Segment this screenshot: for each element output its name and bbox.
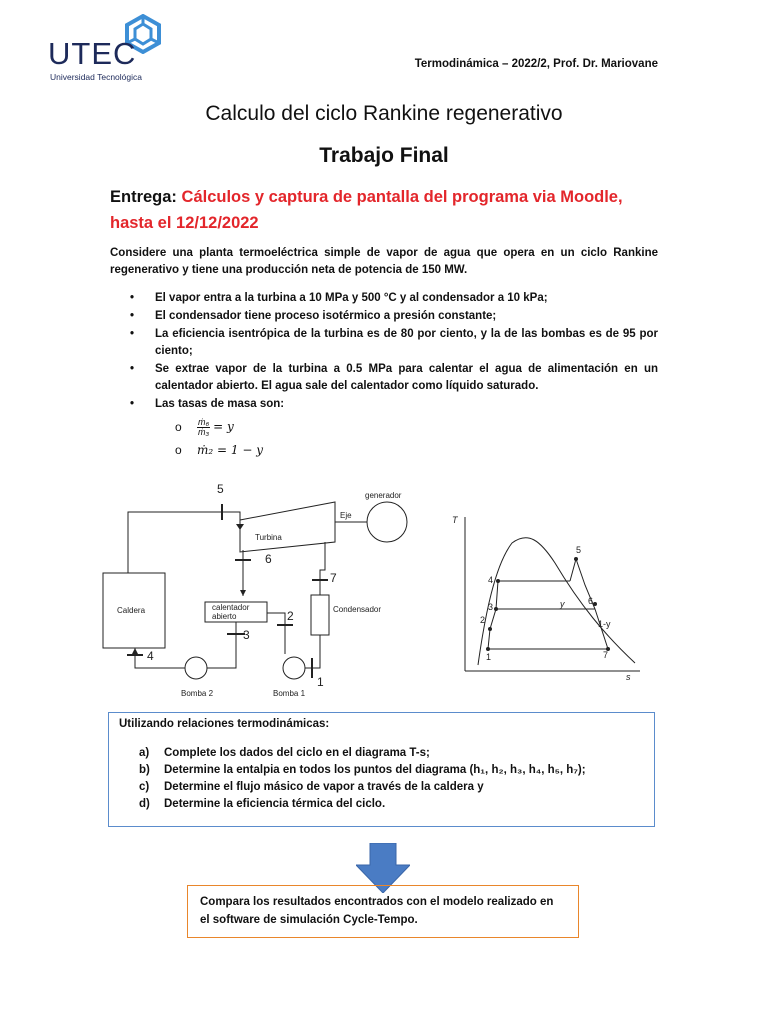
condenser [311, 595, 329, 635]
turbine-label: Turbina [255, 533, 282, 542]
list-item: • El condensador tiene proceso isotérmico a presión constante; [110, 308, 658, 325]
task-label: c) [139, 781, 150, 793]
task-label: d) [139, 798, 150, 810]
axis-t-label: T [452, 515, 458, 525]
ts-point-1: 1 [486, 652, 492, 662]
ts-y-label: y [560, 599, 565, 609]
list-item: • La eficiencia isentrópica de la turbina es de 80 por ciento, y la de las bombas es de 95 por ciento; [110, 326, 658, 360]
mass-rate-2: o ṁ₂ = 1 − y [175, 443, 263, 457]
shaft-label: Eje [340, 511, 352, 520]
document-title: Calculo del ciclo Rankine regenerativo [205, 102, 563, 125]
ts-one-minus-y-label: 1-y [598, 619, 611, 629]
mass-rate-1-rhs: = y [213, 419, 234, 434]
list-item [139, 745, 586, 762]
point-label-2: 2 [287, 609, 294, 623]
heater-label-1: calentador [212, 603, 250, 612]
course-header: Termodinámica – 2022/2, Prof. Dr. Mariovane [414, 58, 658, 70]
logo-subtitle: Universidad Tecnológica [50, 72, 142, 82]
saturation-dome [478, 538, 635, 665]
point-label-4: 4 [147, 649, 154, 663]
list-item [139, 796, 586, 813]
ts-point-7: 7 [603, 650, 609, 660]
mass-rate-2-eq: ṁ₂ = 1 − y [197, 443, 263, 457]
document-subtitle: Trabajo Final [319, 144, 449, 167]
list-item [139, 779, 586, 796]
delivery-note [110, 184, 670, 236]
ts-point-3: 3 [488, 602, 494, 612]
tasks-heading: Utilizando relaciones termodinámicas: [119, 718, 330, 730]
generator-label: generador [365, 491, 402, 500]
ts-point-4: 4 [488, 575, 494, 585]
pump-2 [185, 657, 207, 679]
condenser-label: Condensador [333, 605, 382, 614]
turbine [240, 502, 335, 552]
cycle-schematic [95, 478, 425, 703]
utec-logo [48, 14, 178, 86]
boiler-label: Caldera [117, 606, 146, 615]
list-item: • Las tasas de masa son: [110, 396, 658, 413]
point-label-6: 6 [265, 552, 272, 566]
mass-rate-1: o $\frac{\text{ṁ₆}}{\text{ṁ₃}} = y$ [175, 417, 234, 437]
conditions-list [110, 290, 658, 414]
axis-s-label: s [626, 672, 631, 682]
delivery-label: Entrega: [110, 188, 177, 206]
tasks-box [108, 712, 655, 827]
generator [367, 502, 407, 542]
list-item: • El vapor entra a la turbina a 10 MPa y 500 °C y al condensador a 10 kPa; [110, 290, 658, 307]
comparison-box: Compara los resultados encontrados con el modelo realizado en el software de simulación Cycle-Tempo. [187, 885, 579, 938]
mass-fraction [197, 418, 210, 437]
point-label-7: 7 [330, 571, 337, 585]
ts-point-5: 5 [576, 545, 582, 555]
intro-paragraph: Considere una planta termoeléctrica simple de vapor de agua que opera en un ciclo Rankine regenerativo y tiene una producción neta de potencia de 150 MW. [110, 247, 658, 276]
list-item [139, 762, 586, 779]
task-text: Complete los dados del ciclo en el diagrama T-s; [164, 747, 430, 759]
task-text: Determine el flujo másico de vapor a través de la caldera y [164, 781, 484, 793]
list-item: • Se extrae vapor de la turbina a 0.5 MPa para calentar el agua de alimentación en un calentador abierto. El agua sale del calentador como líquido saturado. [110, 361, 658, 395]
ts-point-2: 2 [480, 615, 486, 625]
task-label: b) [139, 764, 150, 776]
delivery-text: Cálculos y captura de pantalla del programa via Moodle, hasta el 12/12/2022 [110, 188, 623, 232]
fraction-denominator: ṁ₃ [198, 427, 210, 437]
task-label: a) [139, 747, 150, 759]
ts-point-6: 6 [588, 596, 594, 606]
pump-1-label: Bomba 1 [273, 689, 306, 698]
ts-diagram [440, 505, 665, 685]
task-text: Determine la entalpia en todos los puntos del diagrama (h₁, h₂, h₃, h₄, h₅, h₇); [164, 764, 586, 776]
fraction-numerator: ṁ₆ [198, 417, 210, 427]
heater-label-2: abierto [212, 612, 237, 621]
point-label-3: 3 [243, 628, 250, 642]
pump-1 [283, 657, 305, 679]
task-text: Determine la eficiencia térmica del ciclo. [164, 798, 386, 810]
point-label-5: 5 [217, 482, 224, 496]
tasks-list [139, 745, 586, 813]
pump-2-label: Bomba 2 [181, 689, 214, 698]
point-label-1: 1 [317, 675, 324, 689]
logo-text: UTEC [48, 36, 137, 71]
